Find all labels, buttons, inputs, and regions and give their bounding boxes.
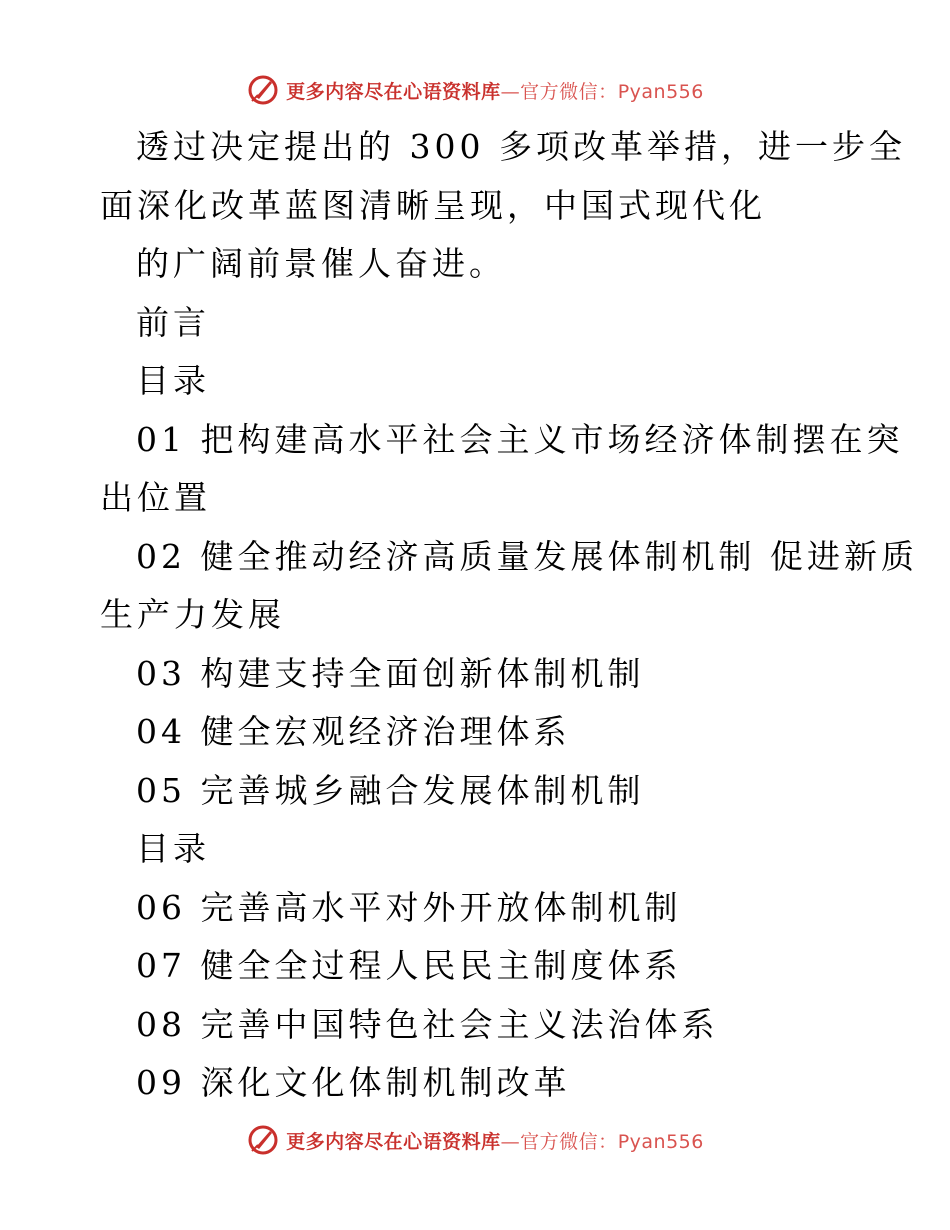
- footer-watermark: [0, 1120, 950, 1160]
- header-watermark: [0, 70, 950, 110]
- watermark-text: 更多内容尽在心语资料库—官方微信：Pyan556: [286, 80, 704, 103]
- toc-item: 01 把构建高水平社会主义市场经济体制摆在突: [136, 419, 904, 459]
- toc-item: 06 完善高水平对外开放体制机制: [136, 887, 682, 927]
- section-heading: 前言: [136, 302, 210, 342]
- toc-item: 09 深化文化体制机制改革: [136, 1063, 571, 1102]
- toc-item: 07 健全全过程人民民主制度体系: [136, 946, 682, 985]
- document-body: [100, 118, 918, 1113]
- toc-item: 08 完善中国特色社会主义法治体系: [136, 1004, 719, 1044]
- text-line: 透过决定提出的 300 多项改革举措，进一步全: [136, 127, 906, 166]
- section-heading: 目录: [136, 829, 210, 868]
- quill-logo-icon: [246, 73, 280, 107]
- section-heading: 目录: [136, 361, 210, 400]
- toc-item-continuation: 生产力发展: [100, 595, 285, 634]
- toc-item: 04 健全宏观经济治理体系: [136, 712, 571, 751]
- quill-logo-icon: [246, 1123, 280, 1157]
- toc-item-continuation: 出位置: [100, 478, 211, 517]
- toc-item: 05 完善城乡融合发展体制机制: [136, 770, 645, 810]
- text-line: 的广阔前景催人奋进。: [136, 244, 506, 283]
- toc-item: 03 构建支持全面创新体制机制: [136, 653, 645, 693]
- watermark-text: 更多内容尽在心语资料库—官方微信：Pyan556: [286, 1130, 704, 1153]
- toc-item: 02 健全推动经济高质量发展体制机制 促进新质: [136, 536, 918, 576]
- text-line: 面深化改革蓝图清晰呈现，中国式现代化: [100, 185, 766, 225]
